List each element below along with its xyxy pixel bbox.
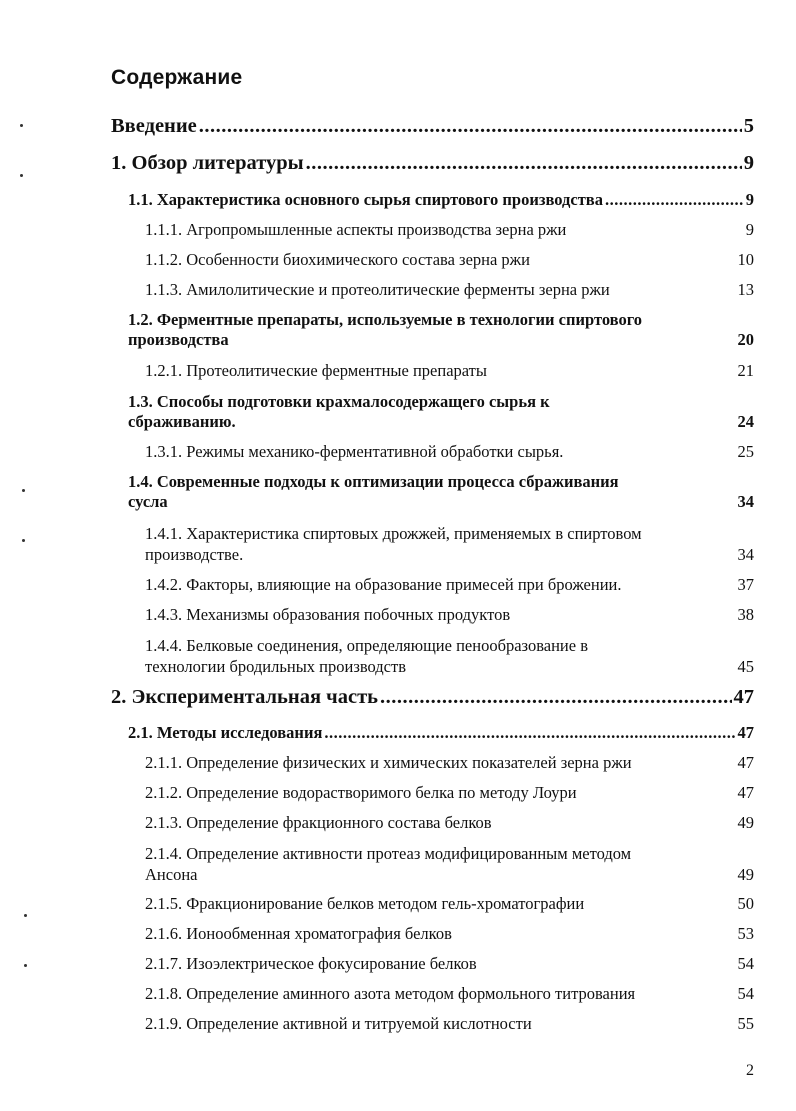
toc-entry-title: 2.1.3. Определение фракционного состава белков (145, 813, 492, 832)
toc-entry-page: 38 (737, 605, 754, 624)
toc-entry-section-1-3[interactable] (128, 392, 754, 432)
toc-entry-title: 2.1.8. Определение аминного азота методом формольного титрования (145, 984, 636, 1003)
toc-entry-title-line1: 1.2. Ферментные препараты, используемые в технологии спиртового (128, 310, 643, 329)
dot-leader (380, 686, 732, 709)
toc-entry-page: 50 (737, 894, 754, 913)
toc-entry-title: Введение (111, 115, 197, 137)
toc-entry-2-1-3[interactable] (145, 813, 754, 833)
toc-entry-2-1-8[interactable] (145, 984, 754, 1004)
toc-entry-2-1-4[interactable] (145, 843, 754, 885)
scan-speck (22, 539, 25, 542)
toc-entry-section-1-4[interactable] (128, 472, 754, 512)
toc-entry-1-4-2[interactable] (145, 575, 754, 595)
toc-entry-2-1-5[interactable] (145, 894, 754, 914)
toc-entry-title-line2: сбраживанию. (128, 412, 236, 431)
toc-entry-page: 45 (737, 657, 754, 676)
toc-entry-title: 1.1.2. Особенности биохимического состава зерна ржи (145, 250, 530, 269)
toc-entry-page: 49 (737, 813, 754, 832)
dot-leader (199, 115, 742, 138)
toc-entry-page: 9 (743, 152, 754, 174)
toc-entry-1-4-1[interactable] (145, 523, 754, 565)
toc-entry-chapter-1[interactable] (111, 152, 754, 175)
toc-entry-title-line1: 2.1.4. Определение активности протеаз модифицированным методом (145, 844, 632, 863)
toc-entry-page: 49 (737, 865, 754, 884)
toc-entry-chapter-2[interactable] (111, 686, 754, 709)
toc-entry-1-3-1[interactable] (145, 442, 754, 462)
toc-entry-title: 2. Экспериментальная часть (111, 686, 378, 708)
scan-speck (24, 964, 27, 967)
dot-leader (306, 152, 742, 175)
toc-entry-page: 24 (737, 412, 754, 431)
toc-entry-title-line1: 1.4.4. Белковые соединения, определяющие пенообразование в (145, 636, 589, 655)
toc-entry-page: 47 (733, 686, 754, 708)
toc-entry-title-line1: 1.3. Способы подготовки крахмалосодержащего сырья к (128, 392, 550, 411)
toc-entry-section-2-1[interactable] (128, 723, 754, 743)
toc-entry-title: 2.1.1. Определение физических и химических показателей зерна ржи (145, 753, 632, 772)
toc-entry-page: 9 (745, 220, 754, 239)
toc-entry-page: 47 (737, 723, 754, 742)
scan-speck (22, 489, 25, 492)
toc-entry-title: 1.4.3. Механизмы образования побочных продуктов (145, 605, 511, 624)
toc-entry-introduction[interactable] (111, 115, 754, 138)
toc-entry-page: 25 (737, 442, 754, 461)
toc-entry-section-1-2[interactable] (128, 310, 754, 350)
toc-entry-title-line2: производства (128, 330, 229, 349)
toc-entry-page: 34 (737, 492, 754, 511)
scan-speck (20, 174, 23, 177)
toc-entry-section-1-1[interactable] (128, 190, 754, 210)
toc-entry-page: 34 (737, 545, 754, 564)
toc-entry-1-4-3[interactable] (145, 605, 754, 625)
toc-entry-title: 1.1. Характеристика основного сырья спиртового производства (128, 190, 603, 209)
toc-entry-1-4-4[interactable] (145, 635, 754, 677)
page-title: Содержание (111, 66, 243, 89)
toc-entry-1-2-1[interactable] (145, 361, 754, 381)
toc-entry-title-line1: 1.4. Современные подходы к оптимизации процесса сбраживания (128, 472, 619, 491)
toc-entry-page: 53 (737, 924, 754, 943)
toc-entry-title: 2.1.5. Фракционирование белков методом гель-хроматографии (145, 894, 585, 913)
toc-entry-title: 1.4.2. Факторы, влияющие на образование примесей при брожении. (145, 575, 622, 594)
toc-entry-title: 2.1.7. Изоэлектрическое фокусирование белков (145, 954, 477, 973)
toc-entry-title: 1.1.1. Агропромышленные аспекты производства зерна ржи (145, 220, 567, 239)
toc-entry-title: 2.1. Методы исследования (128, 723, 323, 742)
toc-entry-page: 37 (737, 575, 754, 594)
scan-speck (20, 124, 23, 127)
toc-entry-page: 47 (737, 783, 754, 802)
toc-entry-page: 9 (745, 190, 754, 209)
toc-entry-title: 1. Обзор литературы (111, 152, 304, 174)
toc-entry-page: 5 (743, 115, 754, 137)
toc-entry-title-line2: технологии бродильных производств (145, 657, 407, 676)
toc-entry-2-1-6[interactable] (145, 924, 754, 944)
dot-leader (605, 190, 744, 210)
toc-entry-title-line2: производстве. (145, 545, 244, 564)
toc-entry-title: 1.3.1. Режимы механико-ферментативной обработки сырья. (145, 442, 564, 461)
toc-entry-page: 21 (737, 361, 754, 380)
toc-entry-page: 55 (737, 1014, 754, 1033)
page-number: 2 (746, 1062, 754, 1079)
toc-entry-page: 13 (737, 280, 754, 299)
toc-entry-page: 10 (737, 250, 754, 269)
toc-entry-2-1-2[interactable] (145, 783, 754, 803)
toc-entry-title: 2.1.6. Ионообменная хроматография белков (145, 924, 452, 943)
scan-speck (24, 914, 27, 917)
toc-entry-2-1-9[interactable] (145, 1014, 754, 1034)
toc-entry-2-1-7[interactable] (145, 954, 754, 974)
toc-entry-page: 20 (737, 330, 754, 349)
toc-entry-page: 54 (737, 954, 754, 973)
toc-entry-1-1-3[interactable] (145, 280, 754, 300)
toc-entry-title-line1: 1.4.1. Характеристика спиртовых дрожжей, применяемых в спиртовом (145, 524, 642, 543)
toc-entry-title: 2.1.9. Определение активной и титруемой кислотности (145, 1014, 532, 1033)
toc-entry-1-1-1[interactable] (145, 220, 754, 240)
toc-entry-title-line2: Ансона (145, 865, 198, 884)
toc-entry-2-1-1[interactable] (145, 753, 754, 773)
toc-entry-title: 2.1.2. Определение водорастворимого белка по методу Лоури (145, 783, 577, 802)
toc-entry-title: 1.2.1. Протеолитические ферментные препараты (145, 361, 487, 380)
toc-entry-title-line2: сусла (128, 492, 168, 511)
toc-entry-page: 47 (737, 753, 754, 772)
toc-entry-title: 1.1.3. Амилолитические и протеолитические ферменты зерна ржи (145, 280, 610, 299)
dot-leader (324, 723, 735, 743)
toc-entry-1-1-2[interactable] (145, 250, 754, 270)
toc-entry-page: 54 (737, 984, 754, 1003)
